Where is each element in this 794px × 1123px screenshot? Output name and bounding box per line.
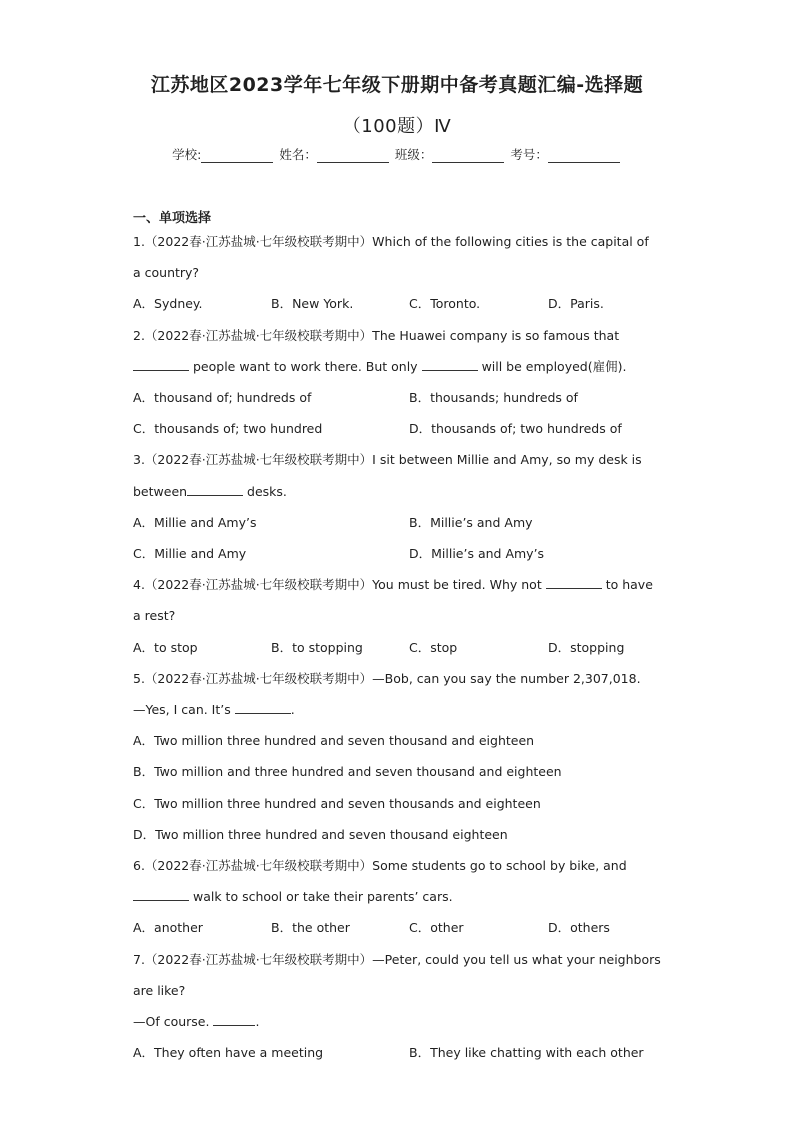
number-label: 考号：: [510, 147, 548, 162]
q4-option-d[interactable]: D．stopping: [548, 640, 625, 655]
q1-option-d[interactable]: D．Paris.: [548, 296, 604, 311]
number-blank[interactable]: [548, 150, 620, 163]
answer-blank[interactable]: [133, 889, 189, 901]
q5-option-c[interactable]: C．Two million three hundred and seven thousands and eighteen: [133, 796, 541, 811]
q6-option-a[interactable]: A．another: [133, 920, 203, 935]
q7-option-b[interactable]: B．They like chatting with each other: [409, 1045, 644, 1060]
question-4-stem-cont: a rest?: [133, 608, 176, 623]
question-5-stem: 5.（2022春·江苏盐城·七年级校联考期中）—Bob, can you say the number 2,307,018.: [133, 671, 641, 686]
question-1-stem: 1.（2022春·江苏盐城·七年级校联考期中）Which of the following cities is the capital of: [133, 234, 649, 249]
q1-option-b[interactable]: B．New York.: [271, 296, 354, 311]
q3-option-b[interactable]: B．Millie’s and Amy: [409, 515, 533, 530]
question-2-stem-cont: [133, 359, 626, 375]
answer-blank[interactable]: [235, 702, 291, 714]
name-label: 姓名：: [279, 147, 317, 162]
stem-text: to have: [605, 577, 653, 592]
answer-blank[interactable]: [422, 359, 478, 371]
q3-option-a[interactable]: A．Millie and Amy’s: [133, 515, 257, 530]
stem-text: people want to work there. But only: [192, 359, 418, 374]
q4-option-b[interactable]: B．to stopping: [271, 640, 363, 655]
stem-text: —Of course.: [133, 1014, 210, 1029]
q3-option-c[interactable]: C．Millie and Amy: [133, 546, 247, 561]
answer-blank[interactable]: [546, 577, 602, 589]
question-7-stem-cont: are like?: [133, 983, 186, 998]
q2-option-b[interactable]: B．thousands; hundreds of: [409, 390, 578, 405]
school-label: 学校:: [172, 147, 202, 162]
stem-text: will be employed(雇佣).: [481, 359, 627, 374]
section-heading: 一、单项选择: [133, 211, 212, 226]
q2-option-a[interactable]: A．thousand of; hundreds of: [133, 390, 312, 405]
student-info-row: [0, 145, 794, 163]
q3-option-d[interactable]: D．Millie’s and Amy’s: [409, 546, 545, 561]
stem-text: —Yes, I can. It’s: [133, 702, 231, 717]
q4-option-a[interactable]: A．to stop: [133, 640, 198, 655]
q7-option-a[interactable]: A．They often have a meeting: [133, 1045, 324, 1060]
answer-blank[interactable]: [133, 359, 189, 371]
q1-option-c[interactable]: C．Toronto.: [409, 296, 481, 311]
q5-option-d[interactable]: D．Two million three hundred and seven thousand eighteen: [133, 827, 508, 842]
question-6-stem: 6.（2022春·江苏盐城·七年级校联考期中）Some students go to school by bike, and: [133, 858, 627, 873]
document-subtitle: （100题）Ⅳ: [342, 116, 452, 137]
q6-option-d[interactable]: D．others: [548, 920, 610, 935]
question-4-stem: [133, 577, 653, 593]
name-blank[interactable]: [317, 150, 389, 163]
question-7-reply: [133, 1014, 259, 1030]
question-1-stem-cont: a country?: [133, 265, 200, 280]
class-blank[interactable]: [432, 150, 504, 163]
stem-text: .: [290, 702, 295, 717]
stem-text: walk to school or take their parents’ cars.: [192, 889, 453, 904]
stem-text: 4.（2022春·江苏盐城·七年级校联考期中）You must be tired. Why not: [133, 577, 542, 592]
question-5-stem-cont: [133, 702, 295, 718]
class-label: 班级：: [394, 147, 433, 162]
q2-option-c[interactable]: C．thousands of; two hundred: [133, 421, 323, 436]
document-title: 江苏地区2023学年七年级下册期中备考真题汇编-选择题: [150, 74, 644, 96]
question-6-stem-cont: [133, 889, 453, 905]
q5-option-b[interactable]: B．Two million and three hundred and seven thousand and eighteen: [133, 764, 562, 779]
stem-text: desks.: [247, 484, 287, 499]
q5-option-a[interactable]: A．Two million three hundred and seven thousand and eighteen: [133, 733, 535, 748]
q1-option-a[interactable]: A．Sydney.: [133, 296, 203, 311]
q2-option-d[interactable]: D．thousands of; two hundreds of: [409, 421, 622, 436]
answer-blank[interactable]: [213, 1014, 255, 1026]
question-3-stem-cont: [133, 484, 287, 500]
question-2-stem: 2.（2022春·江苏盐城·七年级校联考期中）The Huawei company is so famous that: [133, 328, 620, 343]
q6-option-c[interactable]: C．other: [409, 920, 464, 935]
question-3-stem: 3.（2022春·江苏盐城·七年级校联考期中）I sit between Millie and Amy, so my desk is: [133, 452, 642, 467]
stem-text: .: [255, 1014, 260, 1029]
question-7-stem: 7.（2022春·江苏盐城·七年级校联考期中）—Peter, could you tell us what your neighbors: [133, 952, 661, 967]
school-blank[interactable]: [201, 150, 273, 163]
answer-blank[interactable]: [187, 484, 243, 496]
stem-text: between: [133, 484, 188, 499]
q4-option-c[interactable]: C．stop: [409, 640, 458, 655]
q6-option-b[interactable]: B．the other: [271, 920, 350, 935]
